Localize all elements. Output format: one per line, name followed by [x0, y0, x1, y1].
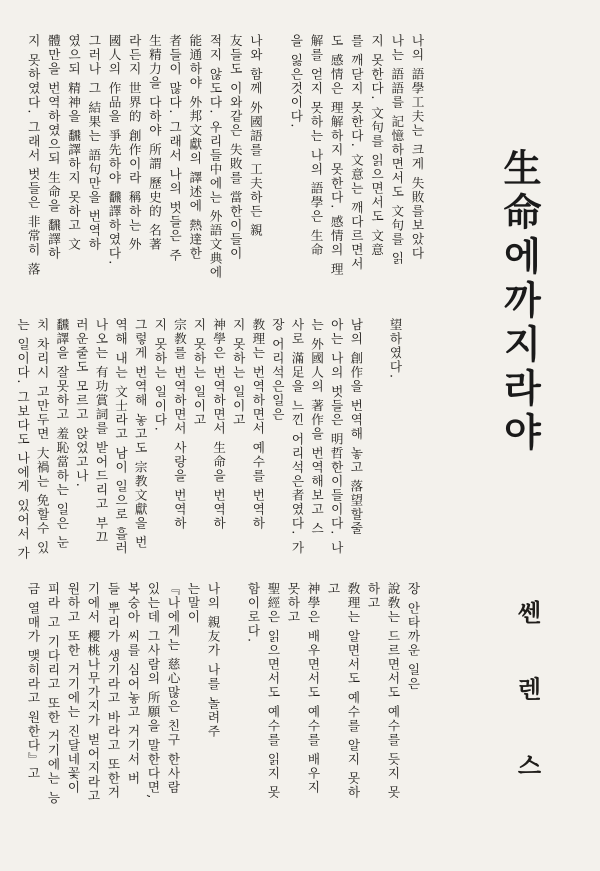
text-column: 역해 내는 文士라고 남이 일으로 흘러 — [113, 318, 129, 556]
author-name: 쎈 렌 스 — [513, 600, 542, 799]
text-column: 教理는 번역하면서 예수를 번역하 — [250, 318, 266, 531]
text-column: 그렇게 번역해 놓고도 宗教文獻을 번 — [132, 318, 148, 550]
text-column: 者들이 많다. 그래서 나의 벗들은 주 — [167, 34, 183, 263]
text-column: 나의 語學工夫는 크게 失敗를보았다 — [409, 34, 425, 261]
text-column: 들 뿌리가 생기라고 바라고 또한거 — [105, 582, 121, 800]
text-column: 는 外國人의 著作을 번역해보고 스 — [309, 318, 325, 536]
text-column: 있는데 그사람의 所願을 말한다면, — [145, 582, 161, 800]
text-column: 남의 創作을 번역해 놓고 落望할줄 — [348, 318, 364, 536]
text-column: 나와 함께 外國語를 工夫하든 親 — [247, 34, 263, 238]
text-column: 『나에게는 慈心많은 친구 한사람 — [165, 582, 181, 795]
text-column: 나는 語語를 記憶하면서도 文句를 읽 — [389, 34, 405, 266]
text-column: 宗教를 번역하면서 사랑을 번역하 — [171, 318, 187, 531]
text-column: 는말이 — [185, 582, 201, 624]
text-column: 敎理는 알면서도 예수를 알지 못하 — [345, 582, 361, 800]
text-column: 치 차리시 고만두면 大禍는 免할수 있 — [34, 318, 50, 556]
text-column: 아는 나의 벗들은 明哲한이들이다. 나 — [328, 318, 344, 556]
text-column: 能通하야 外邦文獻의 譯述에 熱達한 — [187, 34, 203, 261]
text-column: 飜譯을 잘못하고 羞恥當하는 일은 눈 — [54, 318, 70, 550]
text-column: 聖經은 읽으면서도 예수를 읽지 못 — [265, 582, 281, 800]
text-column: 금 열매가 맺히라고 원한다』고 — [25, 582, 41, 781]
article-title: 生命에까지라야 — [497, 148, 542, 456]
text-column: 지 못하는 일이고 — [191, 318, 207, 427]
text-column: 기에서 櫻桃나무가지가 벋어지라고 — [85, 582, 101, 803]
text-column: 사로 滿足을 느낀 어리석은者였다. 가 — [289, 318, 305, 556]
text-column: 神學은 배우면서도 예수를 배우지 — [305, 582, 321, 795]
text-column: 는 일이다. 그보다도 나에게 있어서 가 — [15, 318, 31, 561]
text-column: 그러나 그 結果는 語句만을 번역하 — [86, 34, 102, 252]
text-column: 體만을 번역하였으되 生命을 飜譯하 — [45, 34, 61, 261]
text-column: 國人의 作品을 爭先하야 飜譯하였다. — [106, 34, 122, 266]
text-column: 러운줄도 모르고 앉었고나. — [73, 318, 89, 489]
text-column: 나의 親友가 나를 놀려주 — [205, 582, 221, 739]
text-column: 望하였다. — [387, 318, 403, 380]
text-column: 라든지 世界的 創作이라 稱하는 外 — [126, 34, 142, 252]
text-column: 적지 않도다. 우리들中에는 外語文典에 — [207, 34, 223, 280]
text-column: 복숭아 씨를 심어놓고 거기서 버 — [125, 582, 141, 786]
text-column: 장 안타까운 일은 — [405, 582, 421, 691]
text-column: 장 어리석은일은 — [269, 318, 285, 422]
text-column: 解를 얻지 못하는 나의 語學은 生命 — [308, 34, 324, 258]
text-column: 피라 고 기다리고 또한 거기에는 능 — [45, 582, 61, 806]
text-column: 지 못한다. 文句를 읽으면서도 文意 — [369, 34, 385, 258]
text-column: 生精力을 다하야 所謂 歷史的 名著 — [146, 34, 162, 252]
text-column: 을 잃은것이다. — [288, 34, 304, 129]
text-column: 지 못하였다. 그래서 벗들은 非常히 落 — [25, 34, 41, 277]
text-column: 함이로다. — [245, 582, 261, 644]
text-column: 를 깨닫지 못한다. 文意는 깨다르면서 — [348, 34, 364, 272]
text-column: 고 — [325, 582, 341, 596]
text-column: 하고 — [365, 582, 381, 610]
text-column: 였으되 精神을 飜譯하지 못하고 文 — [66, 34, 82, 252]
text-column: 神學은 번역하면서 生命을 번역하 — [211, 318, 227, 531]
text-column: 友들도 이와같은 失敗를 當한이들이 — [227, 34, 243, 261]
text-column: 나오는 有功賞詞를 받어드리고 부끄 — [93, 318, 109, 545]
text-column: 지 못하는 일이다. — [152, 318, 168, 433]
text-column: 못하고 — [285, 582, 301, 624]
text-column: 원하고 또한 거기에는 진달네꽃이 — [65, 582, 81, 795]
text-column: 도 感情은 理解하지 못한다. 感情의 理 — [328, 34, 344, 277]
text-column: 지 못하는 일이고 — [230, 318, 246, 427]
text-column: 說敎는 드르면서도 예수를 듯지 못 — [385, 582, 401, 800]
